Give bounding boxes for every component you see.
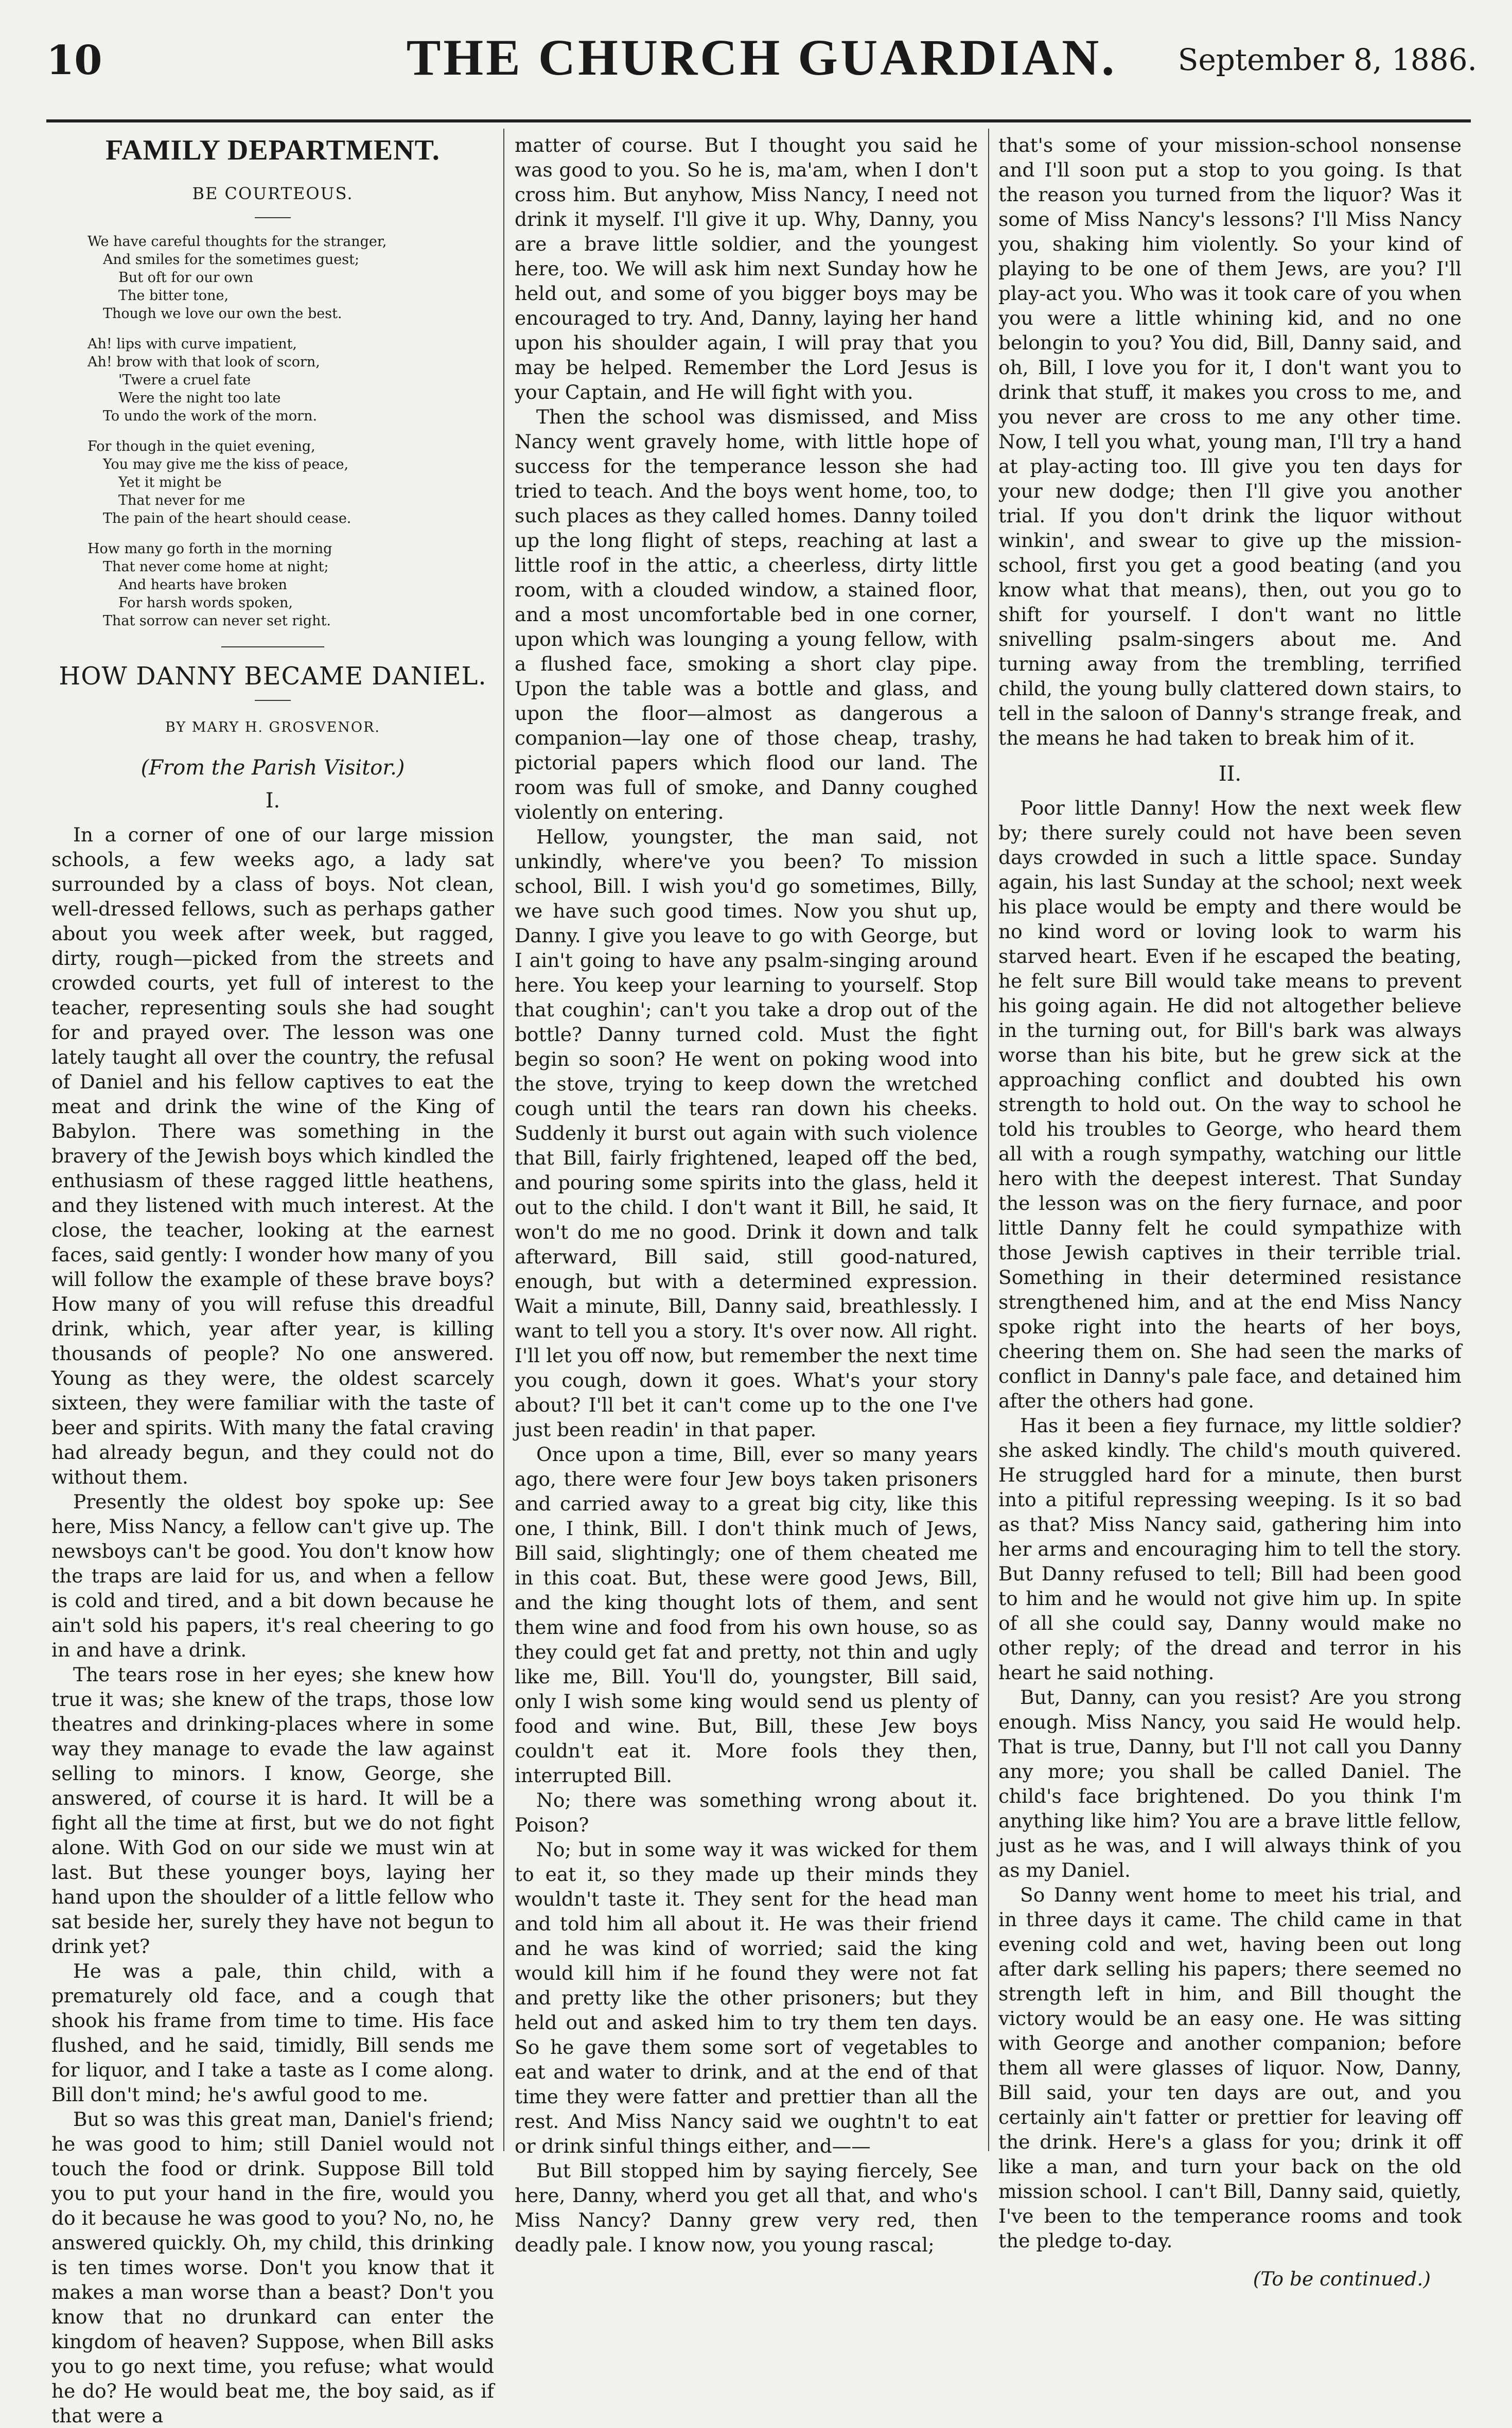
poem-line: That never come home at night; (103, 559, 329, 575)
section-number: II. (1218, 762, 1242, 786)
column-1 (51, 133, 494, 2427)
poem-line: For though in the quiet evening, (87, 438, 315, 454)
paragraph: No; there was something wrong about it. Poison? (515, 1789, 978, 1836)
poem-line: That never for me (118, 492, 245, 508)
poem-line: And smiles for the sometimes guest; (103, 252, 360, 268)
department-heading: FAMILY DEPARTMENT. (106, 134, 440, 166)
poem-line: For harsh words spoken, (118, 595, 293, 611)
masthead (46, 27, 1477, 150)
paragraph: But so was this great man, Daniel's friend; he was good to him; still Daniel would not touch the food or drink. Suppose Bill told you to put your hand in the fire, would you do it because he was good to you? No, no, he answered quickly. Oh, my child, this drinking is ten times worse. Don't you know that it makes a man worse than a beast? Don't you know that no drunkard can enter the kingdom of heaven? Suppose, when Bill asks you to go next time, you refuse; what would he do? He would beat me, the boy said, as if that were a (51, 2108, 494, 2427)
poem-line: The bitter tone, (118, 288, 229, 304)
poem-title: BE COURTEOUS. (192, 184, 354, 203)
paragraph: Once upon a time, Bill, ever so many years ago, there were four Jew boys taken prisoners and carried away to a great big city, like this one, I think, Bill. I don't think much of Jews, Bill said, slightingly; one of them cheated me in this coat. But, these were good Jews, Bill, and the king thought lots of them, and sent them wine and food from his own house, so as they could get fat and pretty, not thin and ugly like me, Bill. You'll do, youngster, Bill said, only I wish some king would send us plenty of food and wine. But, Bill, these Jew boys couldn't eat it. More fools they then, interrupted Bill. (515, 1443, 978, 1787)
paragraph: Has it been a fiey furnace, my little soldier? she asked kindly. The child's mouth quivered. He struggled hard for a minute, then burst into a pitiful repressing weeping. Is it so bad as that? Miss Nancy said, gathering him into her arms and encouraging him to tell the story. But Danny refused to tell; Bill had been good to him and he would not give him up. In spite of all she could say, Danny would make no other reply; of the dread and terror in his heart he said nothing. (998, 1414, 1462, 1684)
paragraph: that's some of your mission-school nonsense and I'll soon put a stop to you going. Is that the reason you turned from the liquor? Was it some of Miss Nancy's lessons? I'll Miss Nancy you, shaking him violently. So your kind of playing to be one of them Jews, are you? I'll play-act you. Who was it took care of you when you were a little whining kid, and no one belongin to you? You did, Bill, Danny said, and oh, Bill, I love you for it, I don't want you to drink that stuff, it makes you cross to me, and you never are cross to me any other time. Now, I tell you what, young man, I'll try a hand at play-acting too. Ill give you ten days for your new dodge; then I'll give you another trial. If you don't drink the liquor without winkin', and swear to give up the mission-school, first you get a good beating (and you know what that means), then, out you go to shift for yourself. I don't want no little snivelling psalm-singers about me. And turning away from the trembling, terrified child, the young bully clattered down stairs, to tell in the saloon of Danny's strange freak, and the means he had taken to break him of it. (998, 134, 1462, 749)
column-divider (503, 129, 504, 2151)
column-2 (515, 133, 978, 2256)
poem-line: Ah! lips with curve impatient, (87, 336, 297, 352)
poem-line: Though we love our own the best. (103, 306, 342, 322)
paragraph: He was a pale, thin child, with a prematurely old face, and a cough that shook his frame from time to time. His face flushed, and he said, timidly, Bill sends me for liquor, and I take a taste as I come along. Bill don't mind; he's awful good to me. (51, 1960, 494, 2106)
poem-line: We have careful thoughts for the stranger, (87, 234, 387, 250)
paragraph: But Bill stopped him by saying fiercely, See here, Danny, wherd you get all that, and who's Miss Nancy? Danny grew very red, then deadly pale. I know now, you young rascal; (515, 2159, 978, 2256)
paragraph: Poor little Danny! How the next week flew by; there surely could not have been seven days crowded in such a little space. Sunday again, his last Sunday at the school; next week his place would be empty and there would be no kind word or loving look to warm his starved heart. Even if he escaped the beating, he felt sure Bill would take means to prevent his going again. He did not altogether believe in the turning out, for Bill's bark was always worse than his bite, but he grew sick at the approaching conflict and doubted his own strength to hold out. On the way to school he told his troubles to George, who heard them all with a rough sympathy, watching our little hero with the deepest interest. That Sunday the lesson was on the fiery furnace, and poor little Danny felt he could sympathize with those Jewish captives in their terrible trial. Something in their determined resistance strengthened him, and at the end Miss Nancy spoke right into the hearts of her boys, cheering them on. She had seen the marks of conflict in Danny's pale face, and detained him after the others had gone. (998, 797, 1462, 1412)
short-rule (255, 217, 291, 218)
newspaper-title: THE CHURCH GUARDIAN. (406, 29, 1117, 86)
story-source: (From the Parish Visitor.) (140, 756, 405, 780)
paragraph: matter of course. But I thought you said he was good to you. So he is, ma'am, when I don't cross him. But anyhow, Miss Nancy, I need not drink it myself. I'll give it up. Why, Danny, you are a brave little soldier, and the youngest here, too. We will ask him next Sunday how he held out, and some of you bigger boys may be encouraged to try. And, Danny, laying her hand upon his shoulder again, I will pray that you may be helped. Remember the Lord Jesus is your Captain, and He will fight with you. (515, 134, 978, 403)
column-divider (988, 129, 989, 2151)
short-rule (255, 700, 291, 701)
page-number: 10 (46, 37, 102, 84)
poem-line: To undo the work of the morn. (103, 408, 318, 424)
poem-line: And hearts have broken (118, 577, 287, 593)
paragraph: In a corner of one of our large mission schools, a few weeks ago, a lady sat surrounded by a class of boys. Not clean, well-dressed fellows, such as perhaps gather about you week after week, but ragged, dirty, rough—picked from the streets and crowded courts, yet full of interest to the teacher, representing souls she had sought for and prayed over. The lesson was one lately taught all over the country, the refusal of Daniel and his fellow captives to eat the meat and drink the wine of the King of Babylon. There was something in the bravery of the Jewish boys which kindled the enthusiasm of these ragged little heathens, and they listened with much interest. At the close, the teacher, looking at the earnest faces, said gently: I wonder how many of you will follow the example of these brave boys? How many of you will refuse this dreadful drink, which, year after year, is killing thousands of people? No one answered. Young as they were, the oldest scarcely sixteen, they were familiar with the taste of beer and spirits. With many the fatal craving had already begun, and they could not do without them. (51, 823, 494, 1488)
poem-line: 'Twere a cruel fate (118, 372, 251, 388)
section-number: I. (265, 789, 280, 813)
paragraph: But, Danny, can you resist? Are you strong enough. Miss Nancy, you said He would help. That is true, Danny, but I'll not call you Danny any more; you shall be called Daniel. The child's face brightened. Do you think I'm anything like him? You are a brave little fellow, just as he was, and I will always think of you as my Daniel. (998, 1686, 1462, 1881)
poem (87, 233, 494, 630)
poem-line: Were the night too late (118, 390, 281, 406)
paragraph: So Danny went home to meet his trial, and in three days it came. The child came in that evening cold and wet, having been out long after dark selling his papers; there seemed no strength left in him, and Bill thought the victory would be an easy one. He was sitting with George and another companion; before them all were glasses of liquor. Now, Danny, Bill said, your ten days are out, and you certainly ain't fatter or prettier for leaving off the drink. Here's a glass for you; drink it off like a man, and turn your back on the old mission school. I can't Bill, Danny said, quietly, I've been to the temperance rooms and took the pledge to-day. (998, 1884, 1462, 2252)
paragraph: The tears rose in her eyes; she knew how true it was; she knew of the traps, those low theatres and drinking-places where in some way they manage to evade the law against selling to minors. I know, George, she answered, of course it is hard. It will be a fight all the time at first, but we do not fight alone. With God on our side we must win at last. But these younger boys, laying her hand upon the shoulder of a little fellow who sat beside her, surely they have not begun to drink yet? (51, 1663, 494, 1958)
issue-date: September 8, 1886. (1177, 42, 1477, 77)
story-title: HOW DANNY BECAME DANIEL. (59, 662, 487, 691)
to-be-continued: (To be continued.) (1253, 2267, 1431, 2290)
poem-line: You may give me the kiss of peace, (103, 456, 349, 472)
paragraph: No; but in some way it was wicked for them to eat it, so they made up their minds they wouldn't taste it. They sent for the head man and told him all about it. He was their friend and he was kind of worried; said the king would kill him if he found they were not fat and pretty like the other prisoners; but they held out and asked him to try them ten days. So he gave them some sort of vegetables to eat and water to drink, and at the end of that time they were fatter and prettier than all the rest. And Miss Nancy said we oughtn't to eat or drink sinful things either, and—— (515, 1838, 978, 2157)
poem-line: Yet it might be (118, 474, 222, 490)
column-3 (998, 133, 1462, 2290)
story-byline: BY MARY H. GROSVENOR. (165, 719, 380, 735)
paragraph: Then the school was dismissed, and Miss Nancy went gravely home, with little hope of success for the temperance lesson she had tried to teach. And the boys went home, too, to such places as they called homes. Danny toiled up the long flight of steps, reaching at last a little roof in the attic, a cheerless, dirty little room, with a clouded window, a stained floor, and a most uncomfortable bed in one corner, upon which was lounging a young fellow, with a flushed face, smoking a short clay pipe. Upon the table was a bottle and glass, and upon the floor—almost as dangerous a companion—lay one of those cheap, trashy, pictorial papers which flood our land. The room was full of smoke, and Danny coughed violently on entering. (515, 406, 978, 823)
paragraph: Presently the oldest boy spoke up: See here, Miss Nancy, a fellow can't give up. The newsboys can't be good. You don't know how the traps are laid for us, and when a fellow is cold and tired, and a bit down because he ain't sold his papers, it's real cheering to go in and have a drink. (51, 1490, 494, 1661)
poem-line: But oft for our own (118, 270, 253, 286)
poem-line: How many go forth in the morning (87, 541, 332, 557)
paragraph: Hellow, youngster, the man said, not unkindly, where've you been? To mission school, Bill. I wish you'd go sometimes, Billy, we have such good times. Now you shut up, Danny. I give you leave to go with George, but I ain't going to have any psalm-singing around here. You keep your learning to yourself. Stop that coughin'; can't you take a drop out of the bottle? Danny turned cold. Must the fight begin so soon? He went on poking wood into the stove, trying to keep down the wretched cough until the tears ran down his cheeks. Suddenly it burst out again with such violence that Bill, fairly frightened, leaped off the bed, and pouring some spirits into the glass, held it out to the child. I don't want it Bill, he said, It won't do me no good. Drink it down and talk afterward, Bill said, still good-natured, enough, but with a determined expression. Wait a minute, Bill, Danny said, breathlessly. I want to tell you a story. It's over now. All right. I'll let you off now, but remember the next time you cough, down it goes. What's your story about? I'll bet it can't come up to the one I've just been readin' in that paper. (515, 825, 978, 1441)
masthead-rule (46, 119, 1471, 122)
poem-line: Ah! brow with that look of scorn, (87, 354, 320, 370)
poem-line: The pain of the heart should cease. (103, 511, 351, 526)
poem-line: That sorrow can never set right. (103, 613, 331, 629)
section-rule (221, 646, 324, 647)
